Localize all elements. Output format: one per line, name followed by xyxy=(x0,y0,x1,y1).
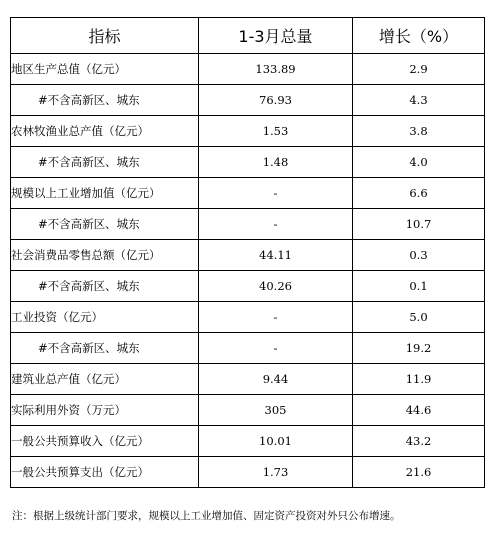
total-value: 133.89 xyxy=(199,54,353,85)
sub-indicator-label: #不含高新区、城东 xyxy=(11,209,199,240)
table-body xyxy=(11,54,485,488)
total-value: - xyxy=(199,178,353,209)
total-value: 76.93 xyxy=(199,85,353,116)
sub-indicator-label: #不含高新区、城东 xyxy=(11,85,199,116)
table-row xyxy=(11,147,485,178)
header-row xyxy=(11,18,485,54)
indicator-label: 一般公共预算收入（亿元） xyxy=(11,426,199,457)
total-value: 1.48 xyxy=(199,147,353,178)
sub-indicator-label: #不含高新区、城东 xyxy=(11,147,199,178)
header-indicator: 指标 xyxy=(11,18,199,54)
total-value: - xyxy=(199,302,353,333)
table-row xyxy=(11,209,485,240)
table-row xyxy=(11,364,485,395)
growth-value: 4.3 xyxy=(353,85,485,116)
table-row xyxy=(11,333,485,364)
sub-indicator-label: #不含高新区、城东 xyxy=(11,271,199,302)
table-row xyxy=(11,85,485,116)
growth-value: 6.6 xyxy=(353,178,485,209)
total-value: 1.53 xyxy=(199,116,353,147)
total-value: 40.26 xyxy=(199,271,353,302)
growth-value: 4.0 xyxy=(353,147,485,178)
indicator-label: 实际利用外资（万元） xyxy=(11,395,199,426)
growth-value: 2.9 xyxy=(353,54,485,85)
growth-value: 43.2 xyxy=(353,426,485,457)
table-row xyxy=(11,116,485,147)
table-row xyxy=(11,54,485,85)
statistics-table xyxy=(10,17,485,488)
growth-value: 3.8 xyxy=(353,116,485,147)
growth-value: 19.2 xyxy=(353,333,485,364)
table-row xyxy=(11,395,485,426)
header-total: 1-3月总量 xyxy=(199,18,353,54)
total-value: 305 xyxy=(199,395,353,426)
header-growth: 增长（%） xyxy=(353,18,485,54)
growth-value: 11.9 xyxy=(353,364,485,395)
growth-value: 5.0 xyxy=(353,302,485,333)
growth-value: 0.1 xyxy=(353,271,485,302)
table-header xyxy=(11,18,485,54)
table-row xyxy=(11,178,485,209)
sub-indicator-label: #不含高新区、城东 xyxy=(11,333,199,364)
indicator-label: 社会消费品零售总额（亿元） xyxy=(11,240,199,271)
growth-value: 44.6 xyxy=(353,395,485,426)
indicator-label: 农林牧渔业总产值（亿元） xyxy=(11,116,199,147)
total-value: 10.01 xyxy=(199,426,353,457)
table-row xyxy=(11,457,485,488)
growth-value: 0.3 xyxy=(353,240,485,271)
indicator-label: 建筑业总产值（亿元） xyxy=(11,364,199,395)
table-row xyxy=(11,240,485,271)
indicator-label: 工业投资（亿元） xyxy=(11,302,199,333)
total-value: 44.11 xyxy=(199,240,353,271)
total-value: - xyxy=(199,333,353,364)
total-value: 1.73 xyxy=(199,457,353,488)
table-row xyxy=(11,302,485,333)
total-value: - xyxy=(199,209,353,240)
table-row xyxy=(11,426,485,457)
indicator-label: 一般公共预算支出（亿元） xyxy=(11,457,199,488)
growth-value: 10.7 xyxy=(353,209,485,240)
total-value: 9.44 xyxy=(199,364,353,395)
indicator-label: 地区生产总值（亿元） xyxy=(11,54,199,85)
footnote: 注：根据上级统计部门要求，规模以上工业增加值、固定资产投资对外只公布增速。 xyxy=(12,510,401,522)
table-row xyxy=(11,271,485,302)
growth-value: 21.6 xyxy=(353,457,485,488)
indicator-label: 规模以上工业增加值（亿元） xyxy=(11,178,199,209)
